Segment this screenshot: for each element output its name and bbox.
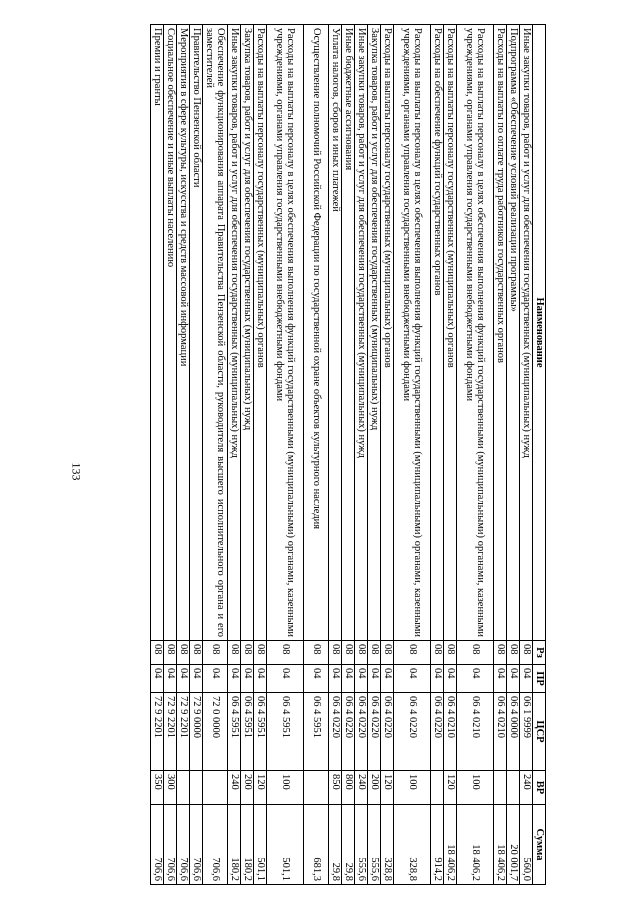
cell-rz: 08 (267, 641, 304, 665)
cell-csr: 06 4 5951 (228, 693, 241, 771)
cell-vr: 350 (151, 771, 164, 805)
cell-csr: 06 4 5951 (267, 693, 304, 771)
cell-vr (431, 771, 444, 805)
cell-rz: 08 (190, 641, 203, 665)
cell-csr: 72 9 0000 (190, 693, 203, 771)
cell-pr: 04 (164, 665, 177, 693)
cell-csr: 06 4 0000 (507, 693, 520, 771)
header-vr: ВР (533, 771, 546, 805)
cell-pr: 04 (177, 665, 190, 693)
cell-rz: 08 (203, 641, 228, 665)
cell-pr: 04 (151, 665, 164, 693)
header-rz: Рз (533, 641, 546, 665)
table-row (267, 25, 304, 885)
cell-csr: 72 9 2201 (151, 693, 164, 771)
cell-sum: 914,2 (431, 805, 444, 885)
table-row (190, 25, 203, 885)
cell-pr: 04 (394, 665, 431, 693)
cell-csr: 06 4 0220 (342, 693, 355, 771)
cell-sum: 706,6 (203, 805, 228, 885)
cell-vr (507, 771, 520, 805)
cell-sum: 29,8 (342, 805, 355, 885)
cell-rz: 08 (394, 641, 431, 665)
cell-name: Расходы на выплаты персоналу в целях обеспечения выполнения функций государственными (муниципальными) органами, казенными учреждениями, органами управления государственными внебюджетными фондами (267, 25, 304, 641)
cell-sum: 555,6 (355, 805, 368, 885)
cell-sum: 681,3 (304, 805, 329, 885)
cell-name: Расходы на обеспечение функций государственных органов (431, 25, 444, 641)
cell-name: Осуществление полномочий Российской Федерации по государственной охране объектов культурного наследия (304, 25, 329, 641)
cell-pr: 04 (342, 665, 355, 693)
header-pr: ПР (533, 665, 546, 693)
cell-vr: 120 (444, 771, 457, 805)
cell-sum: 328,8 (381, 805, 394, 885)
cell-pr: 04 (431, 665, 444, 693)
cell-rz: 08 (177, 641, 190, 665)
cell-sum: 706,6 (151, 805, 164, 885)
cell-rz: 08 (507, 641, 520, 665)
cell-csr: 06 4 0220 (394, 693, 431, 771)
table-row (304, 25, 329, 885)
cell-csr: 06 4 5951 (254, 693, 267, 771)
cell-vr: 240 (228, 771, 241, 805)
cell-name: Расходы на выплаты персоналу государственных (муниципальных) органов (381, 25, 394, 641)
cell-csr: 06 4 0220 (381, 693, 394, 771)
cell-vr: 800 (342, 771, 355, 805)
cell-vr: 850 (329, 771, 342, 805)
cell-csr: 06 4 0220 (355, 693, 368, 771)
cell-rz: 08 (431, 641, 444, 665)
cell-csr: 06 4 0210 (444, 693, 457, 771)
cell-name: Уплата налогов, сборов и иных платежей (329, 25, 342, 641)
cell-name: Премии и гранты (151, 25, 164, 641)
cell-rz: 08 (151, 641, 164, 665)
table-row (254, 25, 267, 885)
cell-vr: 120 (254, 771, 267, 805)
cell-csr: 72 0 0000 (203, 693, 228, 771)
cell-pr: 04 (457, 665, 494, 693)
cell-name: Иные закупки товаров, работ и услуг для обеспечения государственных (муниципальных) нужд (520, 25, 533, 641)
cell-vr: 240 (520, 771, 533, 805)
cell-sum: 18 406,2 (444, 805, 457, 885)
cell-sum: 706,6 (164, 805, 177, 885)
budget-table-container (78, 24, 546, 884)
table-header-row (533, 25, 546, 885)
cell-rz: 08 (254, 641, 267, 665)
cell-csr: 06 4 0210 (494, 693, 507, 771)
cell-vr: 120 (381, 771, 394, 805)
cell-vr (304, 771, 329, 805)
header-name: Наименование (533, 25, 546, 641)
cell-pr: 04 (329, 665, 342, 693)
cell-vr: 100 (394, 771, 431, 805)
table-row (507, 25, 520, 885)
cell-sum: 501,1 (267, 805, 304, 885)
cell-pr: 04 (304, 665, 329, 693)
table-row (494, 25, 507, 885)
cell-name: Иные бюджетные ассигнования (342, 25, 355, 641)
cell-pr: 04 (254, 665, 267, 693)
cell-name: Мероприятия в сфере культуры, искусства и средств массовой информации (177, 25, 190, 641)
cell-vr (190, 771, 203, 805)
cell-rz: 08 (329, 641, 342, 665)
cell-name: Закупка товаров, работ и услуг для обеспечения государственных (муниципальных) нужд (368, 25, 381, 641)
cell-pr: 04 (267, 665, 304, 693)
cell-name: Расходы на выплаты персоналу государственных (муниципальных) органов (444, 25, 457, 641)
table-row (342, 25, 355, 885)
cell-rz: 08 (342, 641, 355, 665)
cell-name: Расходы на выплаты по оплате труда работников государственных органов (494, 25, 507, 641)
table-row (381, 25, 394, 885)
cell-sum: 328,8 (394, 805, 431, 885)
cell-csr: 72 9 2201 (164, 693, 177, 771)
cell-csr: 72 9 2201 (177, 693, 190, 771)
cell-vr: 200 (368, 771, 381, 805)
budget-table (150, 24, 546, 885)
page-number: 133 (69, 462, 84, 481)
table-row (444, 25, 457, 885)
cell-pr: 04 (507, 665, 520, 693)
header-csr: ЦСР (533, 693, 546, 771)
cell-sum: 29,8 (329, 805, 342, 885)
cell-name: Расходы на выплаты персоналу в целях обеспечения выполнения функций государственными (муниципальными) органами, казенными учреждениями, органами управления государственными внебюджетными фондами (457, 25, 494, 641)
cell-vr: 200 (241, 771, 254, 805)
cell-pr: 04 (190, 665, 203, 693)
cell-pr: 04 (494, 665, 507, 693)
cell-csr: 06 4 0220 (431, 693, 444, 771)
cell-rz: 08 (444, 641, 457, 665)
cell-vr: 100 (457, 771, 494, 805)
cell-rz: 08 (368, 641, 381, 665)
cell-vr (494, 771, 507, 805)
table-row (228, 25, 241, 885)
cell-pr: 04 (355, 665, 368, 693)
table-row (241, 25, 254, 885)
cell-rz: 08 (520, 641, 533, 665)
cell-pr: 04 (241, 665, 254, 693)
cell-pr: 04 (381, 665, 394, 693)
cell-sum: 18 406,2 (494, 805, 507, 885)
table-row (355, 25, 368, 885)
cell-rz: 08 (241, 641, 254, 665)
cell-name: Иные закупки товаров, работ и услуг для обеспечения государственных (муниципальных) нужд (355, 25, 368, 641)
cell-sum: 706,6 (177, 805, 190, 885)
table-row (520, 25, 533, 885)
table-row (329, 25, 342, 885)
cell-vr: 240 (355, 771, 368, 805)
header-sum: Сумма (533, 805, 546, 885)
cell-sum: 180,2 (228, 805, 241, 885)
cell-vr (177, 771, 190, 805)
cell-rz: 08 (457, 641, 494, 665)
cell-name: Расходы на выплаты персоналу государственных (муниципальных) органов (254, 25, 267, 641)
table-row (203, 25, 228, 885)
cell-sum: 706,6 (190, 805, 203, 885)
cell-csr: 06 4 5951 (241, 693, 254, 771)
cell-vr (203, 771, 228, 805)
cell-vr: 300 (164, 771, 177, 805)
table-row (151, 25, 164, 885)
cell-name: Правительство Пензенской области (190, 25, 203, 641)
cell-csr: 06 4 0210 (457, 693, 494, 771)
cell-pr: 04 (203, 665, 228, 693)
cell-pr: 04 (228, 665, 241, 693)
cell-vr: 100 (267, 771, 304, 805)
table-row (368, 25, 381, 885)
table-row (431, 25, 444, 885)
cell-rz: 08 (381, 641, 394, 665)
cell-csr: 06 4 0220 (329, 693, 342, 771)
cell-rz: 08 (494, 641, 507, 665)
table-row (457, 25, 494, 885)
cell-sum: 20 001,7 (507, 805, 520, 885)
cell-rz: 08 (228, 641, 241, 665)
cell-sum: 180,2 (241, 805, 254, 885)
cell-name: Подпрограмма «Обеспечение условий реализации программы» (507, 25, 520, 641)
cell-pr: 04 (520, 665, 533, 693)
cell-name: Закупка товаров, работ и услуг для обеспечения государственных (муниципальных) нужд (241, 25, 254, 641)
cell-sum: 501,1 (254, 805, 267, 885)
cell-rz: 08 (355, 641, 368, 665)
cell-csr: 06 1 9999 (520, 693, 533, 771)
cell-pr: 04 (368, 665, 381, 693)
cell-name: Расходы на выплаты персоналу в целях обеспечения выполнения функций государственными (муниципальными) органами, казенными учреждениями, органами управления государственными внебюджетными фондами (394, 25, 431, 641)
table-body (151, 25, 533, 885)
cell-pr: 04 (444, 665, 457, 693)
cell-sum: 18 406,2 (457, 805, 494, 885)
cell-sum: 555,6 (368, 805, 381, 885)
cell-sum: 560,0 (520, 805, 533, 885)
cell-csr: 06 4 0220 (368, 693, 381, 771)
cell-name: Иные закупки товаров, работ и услуг для обеспечения государственных (муниципальных) нужд (228, 25, 241, 641)
table-row (394, 25, 431, 885)
cell-name: Социальное обеспечение и иные выплаты населению (164, 25, 177, 641)
cell-rz: 08 (304, 641, 329, 665)
cell-rz: 08 (164, 641, 177, 665)
table-row (164, 25, 177, 885)
cell-name: Обеспечение функционирования аппарата Правительства Пензенской области, руководителя высшего исполнительного органа и его заместителей (203, 25, 228, 641)
table-row (177, 25, 190, 885)
cell-csr: 06 4 5951 (304, 693, 329, 771)
